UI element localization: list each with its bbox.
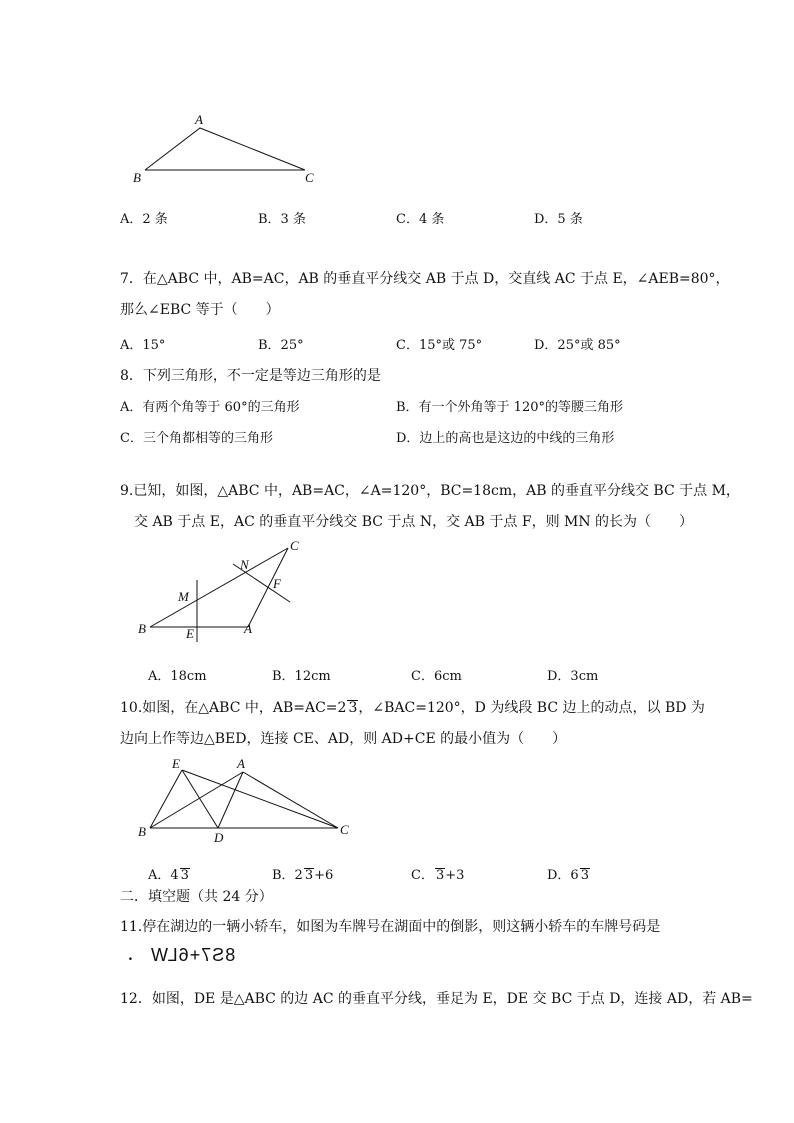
label-c: C: [290, 538, 299, 553]
label-b: B: [133, 170, 141, 185]
q11-answer-blank-end: .: [128, 948, 133, 964]
q9-stem-line1: 9.已知，如图，△ABC 中，AB=AC，∠A=120°，BC=18cm，AB 的垂直平分线交 BC 于点 M，: [120, 483, 740, 499]
q8-option-a: A．有两个角等于 60°的三角形: [120, 400, 300, 415]
q6-option-a: A．2 条: [120, 212, 168, 227]
label-f: F: [273, 576, 281, 591]
q9-option-c: C．6cm: [411, 669, 462, 684]
label-a: A: [237, 756, 245, 771]
q7-option-b: B．25°: [258, 338, 304, 353]
q12-stem: 12．如图，DE 是△ABC 的边 AC 的垂直平分线，垂足为 E，DE 交 BC 于点 D，连接 AD，若 AB=: [120, 991, 753, 1007]
license-plate-reflection: 8S7+6LW: [150, 945, 236, 965]
label-c: C: [305, 170, 314, 185]
q10-option-a-radicand: 3: [180, 868, 189, 883]
segment-ba: [150, 772, 243, 828]
q9-option-b: B．12cm: [272, 669, 331, 684]
q8-option-d: D．边上的高也是这边的中线的三角形: [396, 431, 615, 446]
q8-option-b: B．有一个外角等于 120°的等腰三角形: [396, 400, 623, 415]
q10-figure: [130, 756, 360, 848]
q9-stem-line2: 交 AB 于点 E，AC 的垂直平分线交 BC 于点 N，交 AB 于点 F，则 MN 的长为（ ）: [134, 514, 694, 530]
q10-option-d-radicand: 3: [580, 868, 589, 883]
q10-option-b-suffix: +6: [314, 868, 334, 883]
q9-figure: [130, 538, 310, 648]
q10-option-a-prefix: A．4: [148, 868, 179, 883]
q10-option-a: [148, 864, 190, 883]
segment-ed: [182, 770, 218, 828]
q7-stem-line1: 7．在△ABC 中，AB=AC，AB 的垂直平分线交 AB 于点 D，交直线 AC 于点 E，∠AEB=80°，: [120, 271, 730, 287]
q10-stem-line2: 边向上作等边△BED，连接 CE、AD，则 AD+CE 的最小值为（ ）: [120, 731, 567, 747]
label-m: M: [178, 589, 189, 604]
q10-option-d-prefix: D．6: [547, 868, 579, 883]
q10-option-b-radicand: 3: [304, 868, 314, 883]
label-n: N: [240, 557, 249, 572]
label-e: E: [172, 756, 180, 771]
label-a: A: [244, 621, 252, 636]
q10-option-d: [547, 864, 590, 883]
q10-option-c-prefix: C．: [411, 868, 434, 883]
label-b: B: [138, 824, 146, 839]
triangle-edges: [145, 128, 305, 170]
label-c: C: [340, 822, 349, 837]
q7-stem-line2: 那么∠EBC 等于（ ）: [120, 302, 280, 318]
q6-option-c: C．4 条: [396, 212, 445, 227]
q10-stem-part1: 10.如图，在△ABC 中，AB=AC=2: [120, 700, 347, 716]
q9-option-d: D．3cm: [547, 669, 599, 684]
q10-stem-part2: ，∠BAC=120°，D 为线段 BC 边上的动点，以 BD 为: [358, 700, 705, 716]
q10-option-c-radicand: 3: [435, 868, 445, 883]
q9-option-a: A．18cm: [148, 669, 207, 684]
triangle-abc-figure: [125, 108, 325, 188]
segment-ad: [218, 772, 243, 828]
segment-ac: [243, 772, 338, 828]
label-d: D: [214, 830, 224, 845]
segment-ec: [182, 770, 338, 828]
segment-be: [150, 770, 182, 828]
q10-sqrt-radicand: 3: [348, 700, 358, 716]
q11-stem: 11.停在湖边的一辆小轿车，如图为车牌号在湖面中的倒影，则这辆小轿车的车牌号码是: [120, 919, 661, 935]
q7-option-a: A．15°: [120, 338, 166, 353]
q10-option-c: [411, 864, 464, 883]
q7-option-d: D．25°或 85°: [534, 338, 621, 353]
q6-option-b: B．3 条: [258, 212, 306, 227]
q6-option-d: D．5 条: [534, 212, 583, 227]
q7-option-c: C．15°或 75°: [396, 338, 483, 353]
section-heading-fill-in: 二．填空题（共 24 分）: [120, 889, 273, 905]
label-b: B: [138, 621, 146, 636]
q10-option-b-prefix: B．2: [272, 868, 303, 883]
q10-option-b: [272, 864, 333, 883]
q8-option-c: C．三个角都相等的三角形: [120, 431, 273, 446]
label-a: A: [195, 112, 203, 127]
q10-stem-line1: [120, 697, 705, 717]
segment-bc: [150, 548, 288, 627]
q10-option-c-suffix: +3: [445, 868, 465, 883]
q8-stem: 8．下列三角形，不一定是等边三角形的是: [120, 368, 381, 384]
label-e: E: [186, 626, 194, 641]
